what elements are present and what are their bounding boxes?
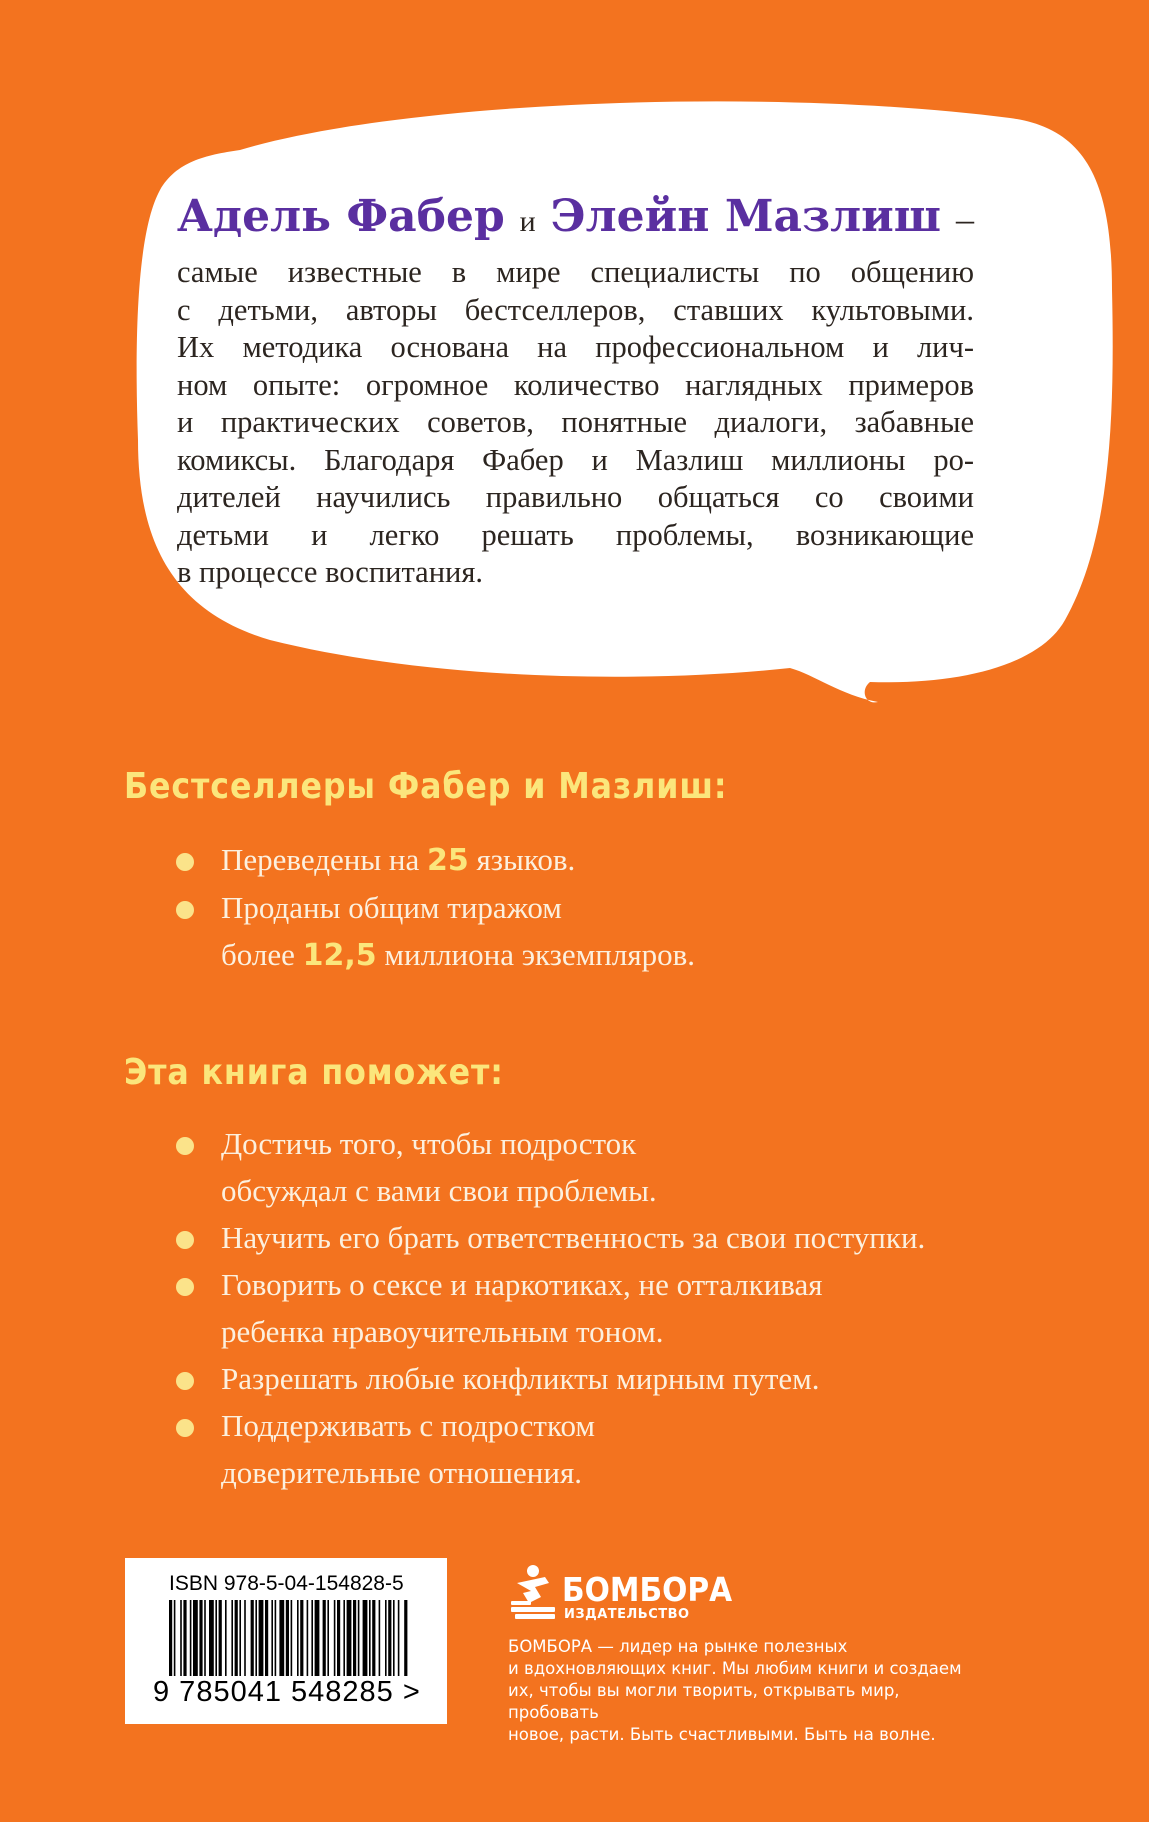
paragraph-line: ном опыте: огромное количество наглядных примеров: [177, 367, 974, 402]
item-text: доверительные отношения.: [221, 1455, 582, 1490]
paragraph-line: детьми и легко решать проблемы, возникающие: [177, 517, 974, 552]
barcode-bar: [385, 1600, 387, 1676]
bullet-icon: [176, 1137, 194, 1155]
item-text: Достичь того, чтобы подросток: [221, 1126, 637, 1161]
bullet-icon: [176, 1419, 194, 1437]
barcode-bar: [353, 1600, 356, 1676]
item-text: Поддерживать с подростком: [221, 1408, 595, 1443]
barcode-bar: [204, 1600, 206, 1676]
barcode-bar: [334, 1600, 336, 1676]
barcode-bar: [251, 1600, 254, 1676]
description-line: БОМБОРА — лидер на рынке полезных: [508, 1637, 848, 1656]
barcode-bar: [404, 1600, 407, 1676]
barcode-bar: [291, 1600, 293, 1676]
barcode-bar: [255, 1600, 257, 1676]
list-item: [176, 1261, 925, 1355]
barcode-bar: [327, 1600, 329, 1676]
paragraph-line: дителей научились правильно общаться со своими: [177, 480, 974, 514]
barcode-bar: [199, 1600, 202, 1676]
barcode-bar: [265, 1600, 268, 1676]
list-item: [176, 1214, 925, 1261]
barcode-bar: [363, 1600, 368, 1676]
list-item: [176, 884, 695, 979]
barcode-bar: [169, 1600, 172, 1676]
paragraph-line: Их методика основана на профессиональном и лич-: [177, 330, 974, 364]
barcode-bar: [343, 1600, 345, 1676]
item-text: миллиона экземпляров.: [376, 937, 696, 972]
item-text: более: [221, 937, 303, 972]
item-text: обсуждал с вами свои проблемы.: [221, 1173, 657, 1208]
barcode-bar: [190, 1600, 192, 1676]
bullet-icon: [176, 1372, 194, 1390]
bullet-icon: [176, 1231, 194, 1249]
bullet-icon: [176, 901, 194, 919]
isbn-number: ISBN 978-5-04-154828-5: [169, 1572, 404, 1595]
bestsellers-list: [176, 836, 695, 979]
barcode-bar: [209, 1600, 214, 1676]
item-text: Научить его брать ответственность за свои поступки.: [221, 1220, 926, 1255]
description-line: их, чтобы вы могли творить, открывать мир, пробовать: [508, 1681, 900, 1722]
barcode-bar: [369, 1600, 371, 1676]
barcode-bar: [225, 1600, 227, 1676]
paragraph-line: комиксы. Благодаря Фабер и Мазлиш миллионы ро-: [177, 442, 974, 477]
barcode-bar: [337, 1600, 340, 1676]
barcode-bar: [379, 1600, 381, 1676]
helps-list: [176, 1120, 925, 1496]
helps-heading: Эта книга поможет:: [124, 1052, 504, 1093]
barcode-bar: [286, 1600, 289, 1676]
description-line: и вдохновляющих книг. Мы любим книги и создаем: [508, 1659, 962, 1678]
barcode-bar: [219, 1600, 222, 1676]
authors-line: [177, 186, 974, 253]
barcode-bar: [235, 1600, 238, 1676]
barcode-bar: [311, 1600, 313, 1676]
bubble-paragraph: [177, 254, 974, 592]
bubble-text: [177, 186, 974, 592]
barcode-bar: [193, 1600, 198, 1676]
dash: –: [955, 199, 974, 239]
barcode-bar: [215, 1600, 217, 1676]
barcode-bar: [279, 1600, 284, 1676]
list-item: [176, 1120, 925, 1214]
barcode-icon: [169, 1600, 409, 1676]
barcode-bar: [315, 1600, 320, 1676]
list-item: [176, 1355, 925, 1402]
publisher-name: БОМБОРА: [562, 1570, 733, 1609]
barcode-bar: [323, 1600, 326, 1676]
barcode-panel: [125, 1558, 447, 1724]
author-name-mazlish: Элейн Мазлиш: [550, 191, 942, 242]
barcode-bar: [307, 1600, 309, 1676]
description-line: новое, расти. Быть счастливыми. Быть на волне.: [508, 1725, 936, 1744]
copies-count: 12,5: [302, 938, 377, 973]
runner-on-books-icon: [509, 1563, 559, 1623]
bullet-icon: [176, 1278, 194, 1296]
barcode-bar: [393, 1600, 395, 1676]
paragraph-line: в процессе воспитания.: [177, 555, 483, 589]
barcode-bar: [398, 1600, 400, 1676]
barcode-bar: [358, 1600, 360, 1676]
list-item: [176, 836, 695, 884]
paragraph-line: с детьми, авторы бестселлеров, ставших культовыми.: [177, 292, 974, 327]
barcode-bar: [271, 1600, 273, 1676]
author-name-faber: Адель Фабер: [177, 191, 505, 242]
barcode-bar: [300, 1600, 303, 1676]
barcode-digits: 9 785041 548285 >: [153, 1676, 421, 1708]
bestsellers-heading: Бестселлеры Фабер и Мазлиш:: [124, 766, 728, 807]
publisher-description: [508, 1636, 988, 1746]
paragraph-line: самые известные в мире специалисты по общению: [177, 255, 974, 289]
item-text: языков.: [468, 842, 576, 877]
barcode-bar: [244, 1600, 246, 1676]
item-text: ребенка нравоучительным тоном.: [221, 1314, 664, 1349]
conjunction: и: [519, 205, 536, 238]
barcode-bar: [388, 1600, 391, 1676]
barcode-bar: [231, 1600, 233, 1676]
item-text: Проданы общим тиражом: [221, 890, 562, 925]
list-item: [176, 1402, 925, 1496]
paragraph-line: и практических советов, понятные диалоги, забавные: [177, 405, 974, 439]
barcode-bar: [180, 1600, 182, 1676]
item-text: Переведены на: [221, 842, 428, 877]
barcode-bar: [259, 1600, 264, 1676]
barcode-bar: [183, 1600, 186, 1676]
item-text: Говорить о сексе и наркотиках, не отталкивая: [221, 1267, 823, 1302]
bullet-icon: [176, 853, 194, 871]
barcode-bar: [372, 1600, 375, 1676]
barcode-bar: [297, 1600, 299, 1676]
barcode-bar: [239, 1600, 241, 1676]
languages-count: 25: [427, 843, 469, 878]
barcode-bar: [174, 1600, 176, 1676]
barcode-bar: [275, 1600, 277, 1676]
publisher-subtitle: ИЗДАТЕЛЬСТВО: [564, 1607, 690, 1622]
item-text: Разрешать любые конфликты мирным путем.: [221, 1361, 820, 1396]
barcode-bar: [347, 1600, 352, 1676]
